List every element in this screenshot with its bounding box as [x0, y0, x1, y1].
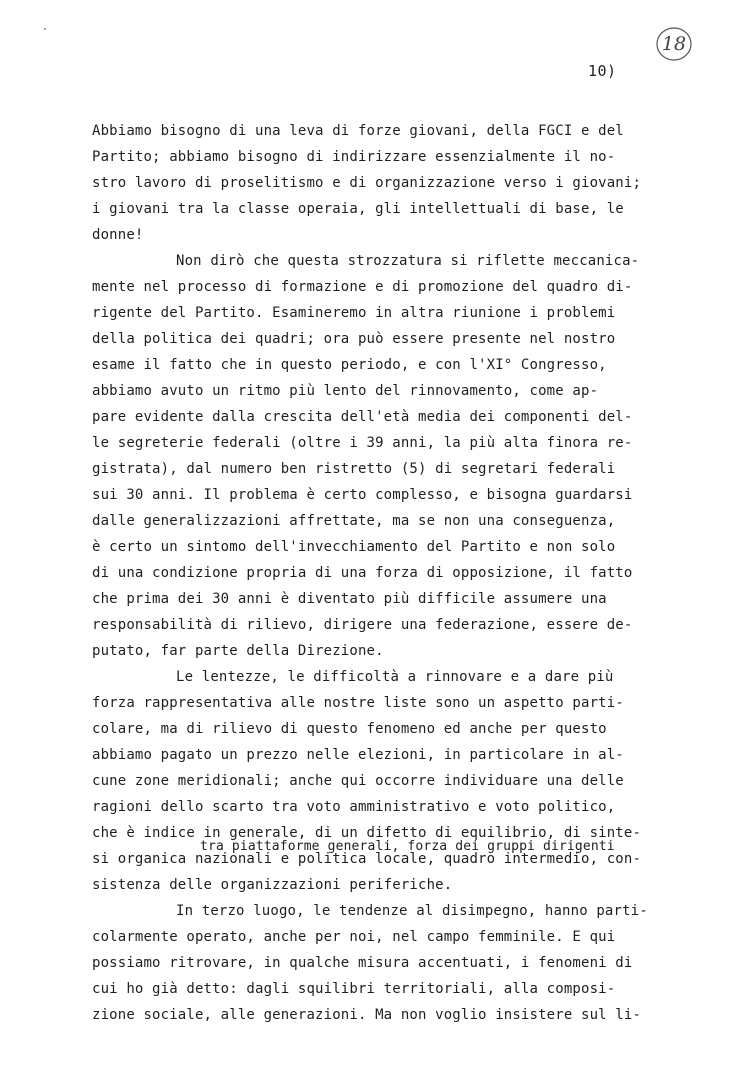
- text-line: cui ho già detto: dagli squilibri territoriali, alla composi-: [92, 981, 616, 997]
- text-line: si organica nazionali e politica locale, quadro intermedio, con-: [92, 851, 642, 867]
- text-line: sui 30 anni. Il problema è certo complesso, e bisogna guardarsi: [92, 487, 633, 503]
- text-line: forza rappresentativa alle nostre liste sono un aspetto parti-: [92, 695, 624, 711]
- text-line: mente nel processo di formazione e di promozione del quadro di-: [92, 279, 633, 295]
- text-line: abbiamo pagato un prezzo nelle elezioni, in particolare in al-: [92, 747, 624, 763]
- paper-speck: [44, 28, 46, 30]
- text-line: zione sociale, alle generazioni. Ma non voglio insistere sul li-: [92, 1007, 642, 1023]
- handwritten-page-stamp: [654, 24, 694, 64]
- text-line: dalle generalizzazioni affrettate, ma se non una conseguenza,: [92, 513, 616, 529]
- text-line: cune zone meridionali; anche qui occorre individuare una delle: [92, 773, 624, 789]
- text-line: stro lavoro di proselitismo e di organizzazione verso i giovani;: [92, 175, 642, 191]
- text-line: sistenza delle organizzazioni periferiche.: [92, 877, 453, 893]
- text-line: Partito; abbiamo bisogno di indirizzare essenzialmente il no-: [92, 149, 616, 165]
- text-line: In terzo luogo, le tendenze al disimpegno, hanno parti-: [176, 903, 648, 919]
- text-line: ragioni dello scarto tra voto amministrativo e voto politico,: [92, 799, 616, 815]
- page-number: 10): [588, 62, 617, 80]
- text-line: Abbiamo bisogno di una leva di forze giovani, della FGCI e del: [92, 123, 624, 139]
- text-line: le segreterie federali (oltre i 39 anni, la più alta finora re-: [92, 435, 633, 451]
- text-line: putato, far parte della Direzione.: [92, 643, 384, 659]
- stamp-number: 18: [661, 33, 687, 55]
- text-line: che prima dei 30 anni è diventato più difficile assumere una: [92, 591, 607, 607]
- text-line: abbiamo avuto un ritmo più lento del rinnovamento, come ap-: [92, 383, 599, 399]
- text-line: colarmente operato, anche per noi, nel campo femminile. E qui: [92, 929, 616, 945]
- text-line: della politica dei quadri; ora può essere presente nel nostro: [92, 331, 616, 347]
- text-line: colare, ma di rilievo di questo fenomeno ed anche per questo: [92, 721, 607, 737]
- text-line: responsabilità di rilievo, dirigere una federazione, essere de-: [92, 617, 633, 633]
- text-line: Non dirò che questa strozzatura si riflette meccanica-: [176, 253, 640, 269]
- text-line: donne!: [92, 227, 144, 243]
- interlinear-insertion: tra piattaforme generali, forza dei gruppi dirigenti: [200, 839, 615, 854]
- text-line: che è indice in generale, di un difetto di equilibrio, di sinte-: [92, 825, 642, 841]
- text-line: gistrata), dal numero ben ristretto (5) di segretari federali: [92, 461, 616, 477]
- text-line: possiamo ritrovare, in qualche misura accentuati, i fenomeni di: [92, 955, 633, 971]
- text-line: è certo un sintomo dell'invecchiamento del Partito e non solo: [92, 539, 616, 555]
- text-line: Le lentezze, le difficoltà a rinnovare e a dare più: [176, 669, 614, 685]
- text-line: rigente del Partito. Esamineremo in altra riunione i problemi: [92, 305, 616, 321]
- text-line: pare evidente dalla crescita dell'età media dei componenti del-: [92, 409, 633, 425]
- text-line: esame il fatto che in questo periodo, e con l'XI° Congresso,: [92, 357, 607, 373]
- text-line: di una condizione propria di una forza di opposizione, il fatto: [92, 565, 633, 581]
- text-line: i giovani tra la classe operaia, gli intellettuali di base, le: [92, 201, 624, 217]
